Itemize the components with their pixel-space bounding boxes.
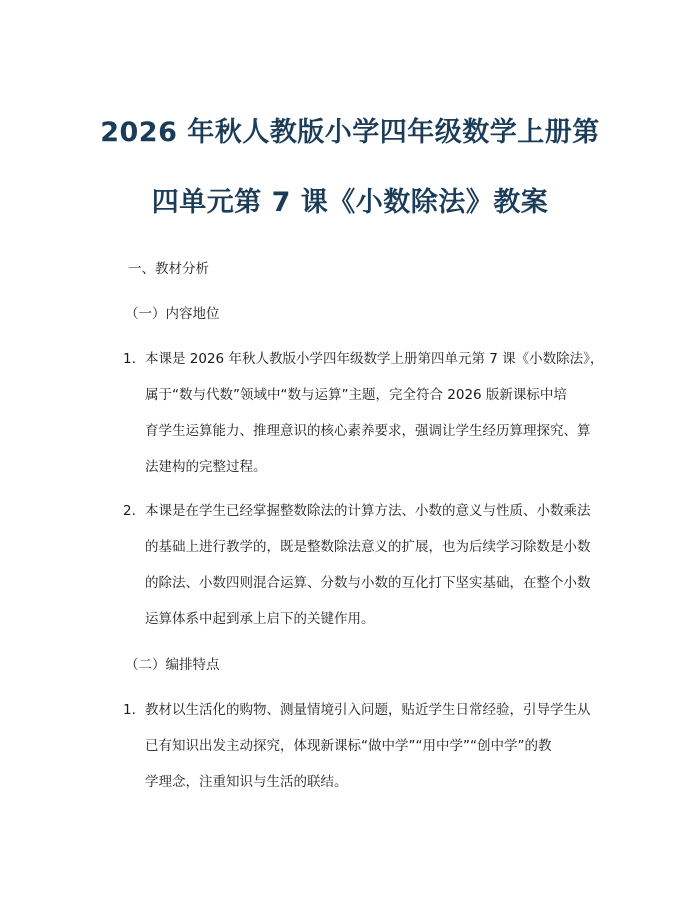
list-item [123, 692, 603, 800]
list-item-line: 的除法、小数四则混合运算、分数与小数的互化打下坚实基础，在整个小数 [145, 575, 591, 591]
document-title-line-2: 四单元第 7 课《小数除法》教案 [151, 187, 549, 218]
list-item-line: 学理念，注重知识与生活的联结。 [145, 774, 348, 790]
subsection-heading-content-position: （一）内容地位 [125, 306, 220, 322]
list-item-line: 属于“数与代数”领域中“数与运算”主题，完全符合 2026 版新课标中培 [145, 387, 567, 403]
list-item-number: 1. [123, 702, 136, 718]
list-item-number: 1. [123, 351, 136, 367]
subsection-heading-layout-features: （二）编排特点 [125, 657, 220, 673]
list-item-line: 教材以生活化的购物、测量情境引入问题，贴近学生日常经验，引导学生从 [145, 702, 591, 718]
list-item-line: 法建构的完整过程。 [145, 459, 267, 475]
list-item-line: 的基础上进行教学的，既是整数除法意义的扩展，也为后续学习除数是小数 [145, 539, 591, 555]
list-item-line: 已有知识出发主动探究，体现新课标“做中学”“用中学”“创中学”的教 [145, 738, 552, 754]
section-heading-textbook-analysis: 一、教材分析 [128, 261, 209, 277]
list-item [123, 341, 603, 485]
list-item [123, 493, 603, 637]
document-title-line-1: 2026 年秋人教版小学四年级数学上册第 [100, 117, 600, 148]
list-item-number: 2. [123, 503, 136, 519]
list-item-line: 本课是 2026 年秋人教版小学四年级数学上册第四单元第 7 课《小数除法》， [145, 351, 604, 367]
list-item-line: 育学生运算能力、推理意识的核心素养要求，强调让学生经历算理探究、算 [145, 423, 591, 439]
list-item-line: 运算体系中起到承上启下的关键作用。 [145, 611, 375, 627]
list-item-line: 本课是在学生已经掌握整数除法的计算方法、小数的意义与性质、小数乘法 [145, 503, 591, 519]
